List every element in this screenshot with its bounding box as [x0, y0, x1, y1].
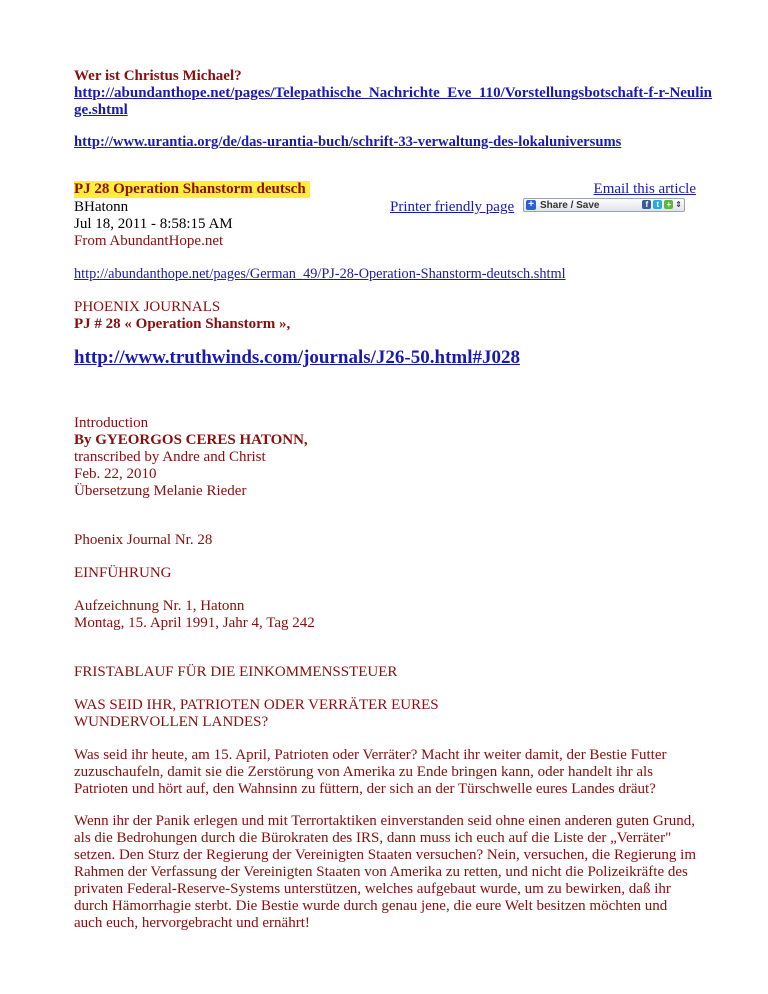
share-save-label: Share / Save: [540, 199, 600, 211]
share-save-button[interactable]: [523, 198, 685, 212]
article-url-link[interactable]: http://abundanthope.net/pages/German_49/PJ-28-Operation-Shanstorm-deutsch.shtml: [74, 266, 566, 282]
intro-translation: Übersetzung Melanie Rieder: [74, 483, 247, 499]
chevron-updown-icon: ⇕: [675, 200, 682, 209]
einfuehrung-heading: EINFÜHRUNG: [74, 565, 172, 581]
share-more-icon: +: [664, 200, 673, 209]
article-author: BHatonn: [74, 199, 129, 215]
article-date: Jul 18, 2011 - 8:58:15 AM: [74, 216, 233, 232]
journal-title: PJ # 28 « Operation Shanstorm »,: [74, 316, 291, 332]
series-label: PHOENIX JOURNALS: [74, 299, 221, 315]
plus-icon: +: [526, 200, 536, 210]
paragraph-1: Was seid ihr heute, am 15. April, Patrioten oder Verräter? Macht ihr weiter damit, der Bestie Futter zuzuschaufeln, damit sie die Zerstörung von Amerika zu Ende bringen kann, oder handelt ihr als Patrioten und hört auf, den Wahnsinn zu füttern, der sich an der Türschwelle eures Landes dräut?: [74, 747, 667, 797]
link-christus-michael[interactable]: http://abundanthope.net/pages/Telepathische_Nachrichte_Eve_110/Vorstellungsbotschaft-f-r-Neulinge.shtml: [74, 85, 712, 118]
intro-transcribed: transcribed by Andre and Christ: [74, 449, 266, 465]
printer-friendly-link[interactable]: Printer friendly page: [390, 199, 515, 215]
article-title: PJ 28 Operation Shanstorm deutsch: [74, 181, 310, 198]
deadline-heading: FRISTABLAUF FÜR DIE EINKOMMENSSTEUER: [74, 664, 398, 680]
journal-number: Phoenix Journal Nr. 28: [74, 532, 213, 548]
question-line-1: WAS SEID IHR, PATRIOTEN ODER VERRÄTER EURES: [74, 697, 439, 713]
record-date: Montag, 15. April 1991, Jahr 4, Tag 242: [74, 615, 315, 631]
intro-label: Introduction: [74, 415, 149, 431]
email-article-link[interactable]: Email this article: [593, 181, 696, 197]
facebook-icon: f: [642, 200, 651, 209]
link-urantia[interactable]: http://www.urantia.org/de/das-urantia-buch/schrift-33-verwaltung-des-lokaluniversums: [74, 134, 622, 150]
intro-date: Feb. 22, 2010: [74, 466, 157, 482]
question-line-2: WUNDERVOLLEN LANDES?: [74, 714, 269, 730]
intro-author: By GYEORGOS CERES HATONN,: [74, 432, 308, 448]
twitter-icon: t: [653, 200, 662, 209]
truthwinds-link[interactable]: http://www.truthwinds.com/journals/J26-50.html#J028: [74, 347, 520, 368]
record-line: Aufzeichnung Nr. 1, Hatonn: [74, 598, 245, 614]
article-source: From AbundantHope.net: [74, 233, 224, 249]
question-heading: Wer ist Christus Michael?: [74, 68, 242, 84]
paragraph-2: Wenn ihr der Panik erlegen und mit Terrortaktiken einverstanden seid ohne einen anderen guten Grund, als die Bedrohungen durch die Bürokraten des IRS, dann muss ich euch auf die Liste der „Verräter" setzen. Den Sturz der Regierung der Vereinigten Staaten versuchen? Nein, versuchen, die Regierung im Rahmen der Verfassung der Vereinigten Staaten von Amerika zu retten, und nicht die Polizeikräfte des privaten Federal-Reserve-Systems unterstützen, welches aufgebaut wurde, um zu bewirken, daß ihr durch Hämorrhagie sterbt. Die Bestie wurde durch genau jene, die eure Welt besitzen möchten und auch euch, hervorgebracht und ernährt!: [74, 813, 697, 931]
